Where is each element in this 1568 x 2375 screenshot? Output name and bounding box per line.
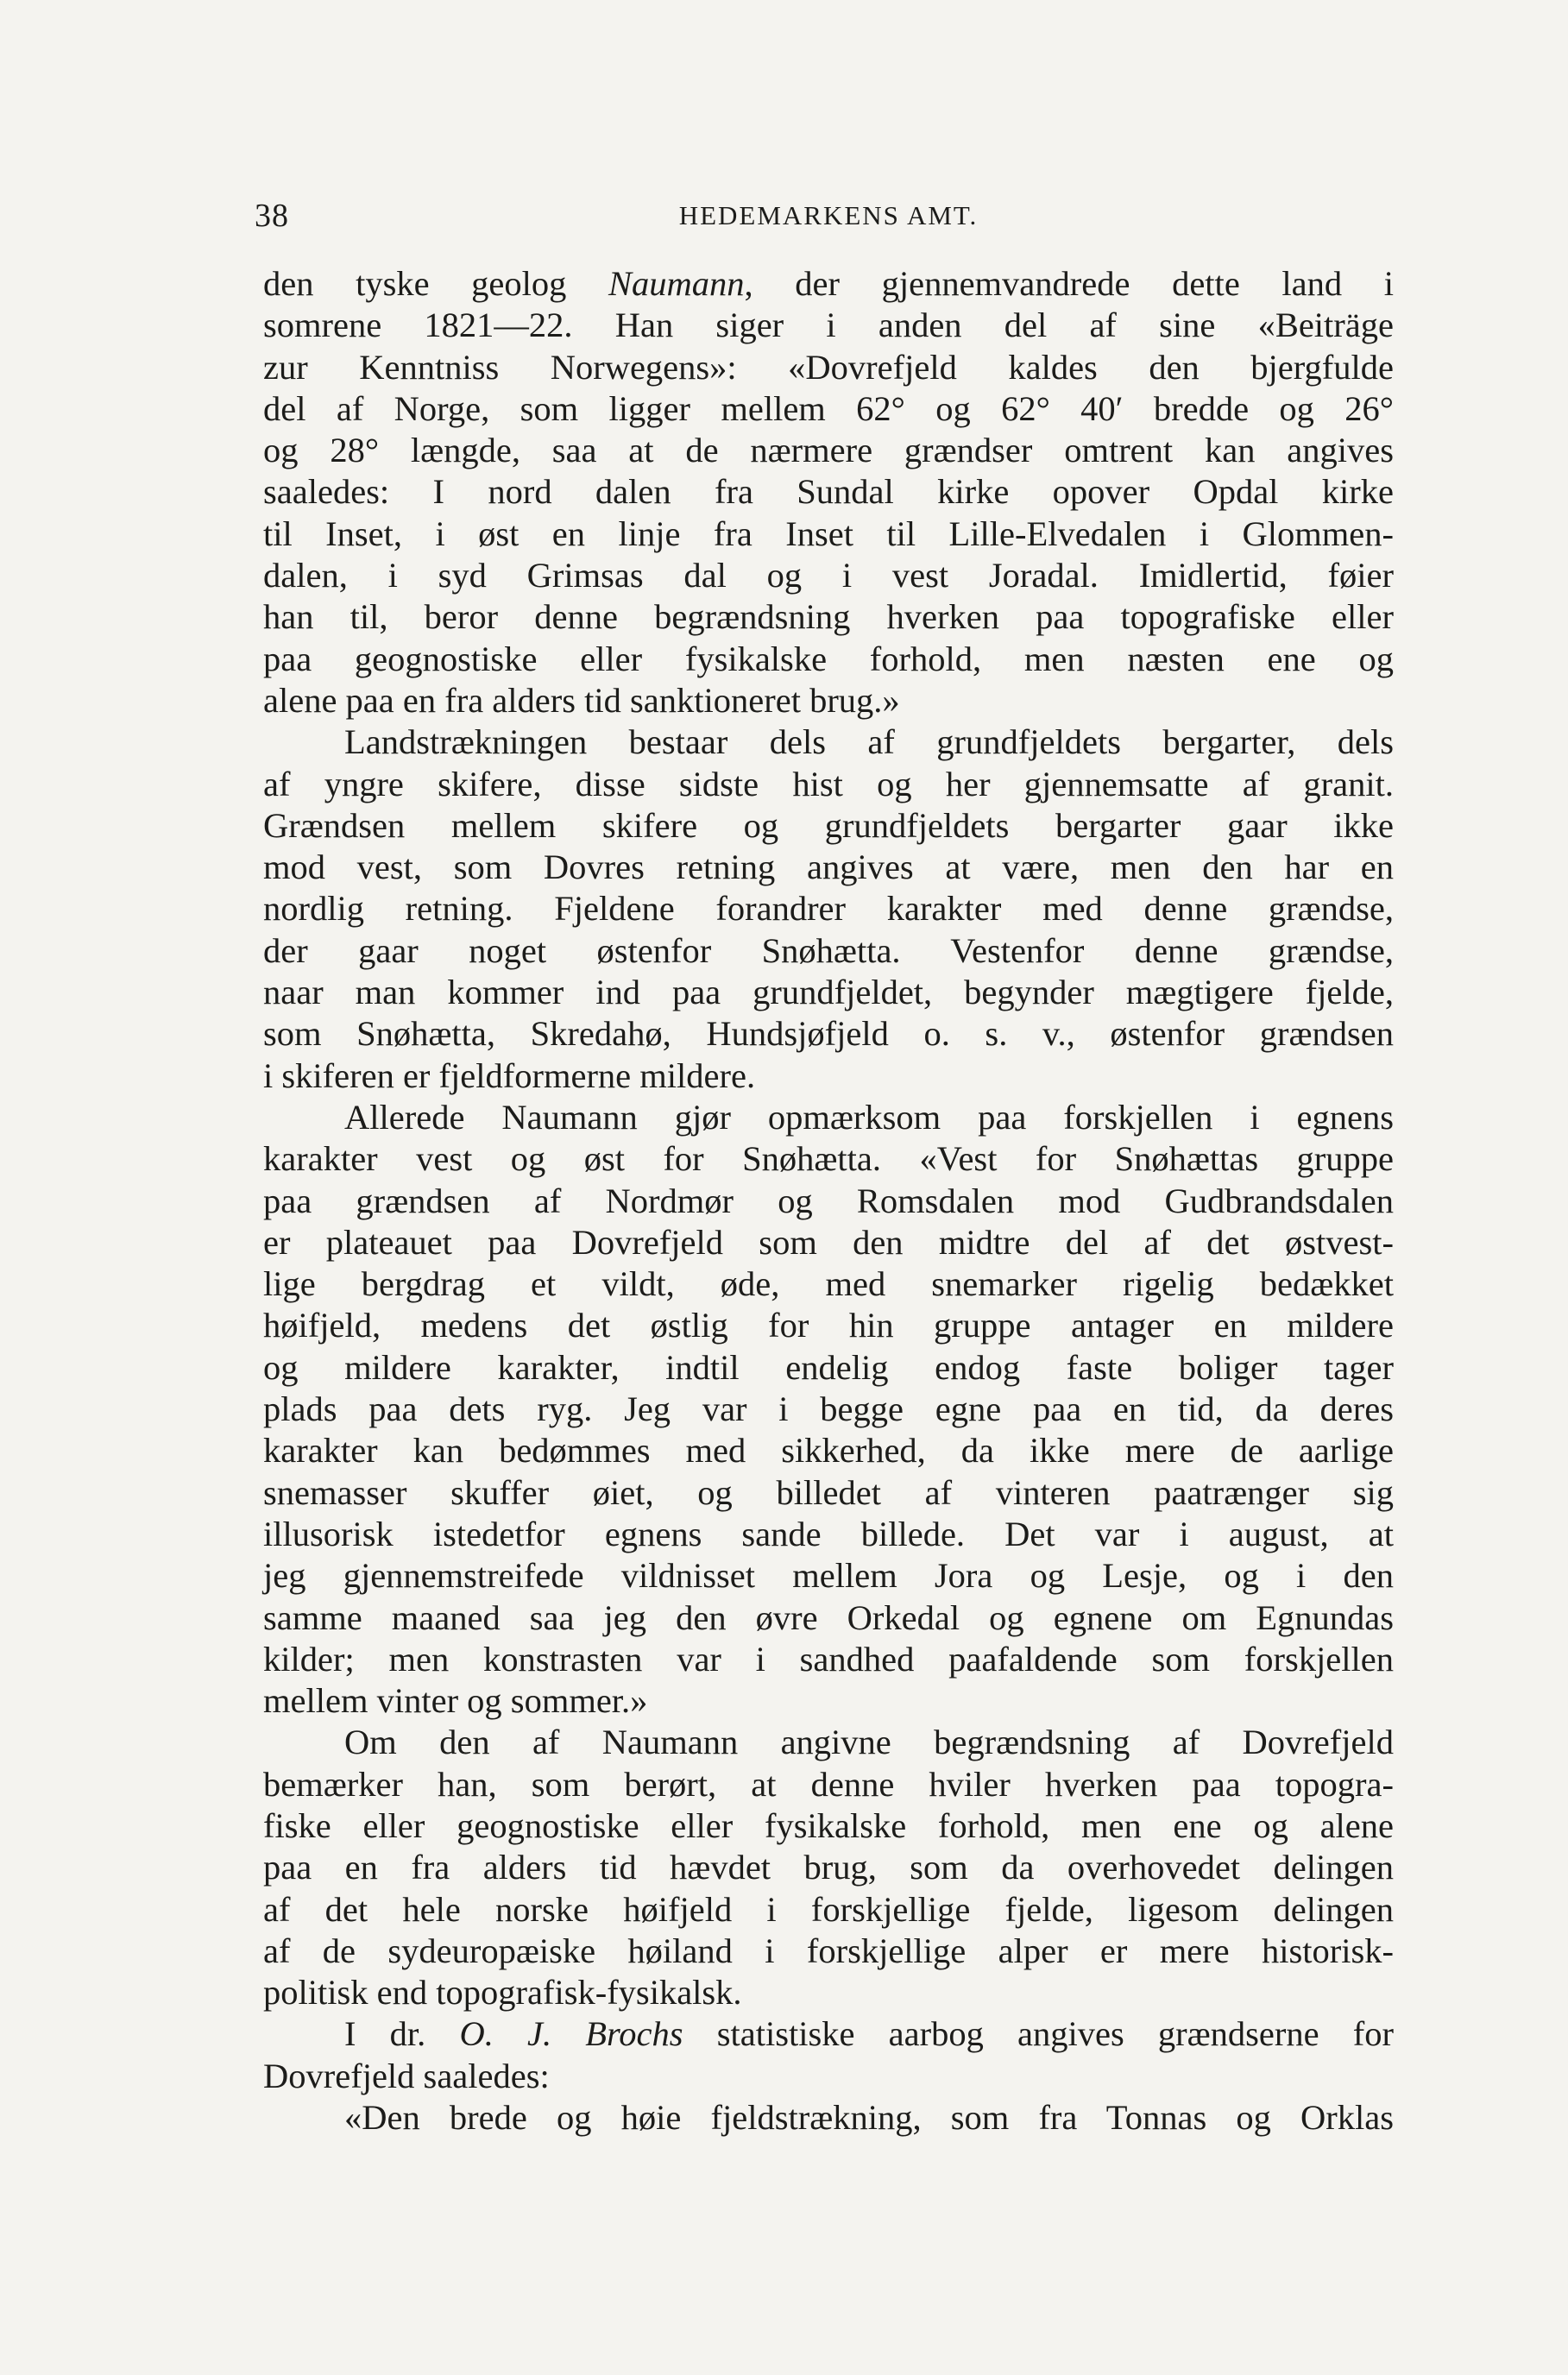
line-text: plads paa dets ryg. Jeg var i begge egne paa en tid, da deres: [263, 1389, 1394, 1429]
text-line: [263, 805, 1394, 847]
text-line: [263, 1514, 1394, 1555]
line-text: kilder; men konstrasten var i sandhed paafaldende som forskjellen: [263, 1639, 1394, 1679]
text-line: [263, 1305, 1394, 1346]
text-line: [263, 1555, 1394, 1597]
text-line: [263, 1722, 1394, 1763]
text-line: [263, 1889, 1394, 1931]
line-text: zur Kenntniss Norwegens»: «Dovrefjeld kaldes den bjergfulde: [263, 347, 1394, 387]
text-line: [263, 1639, 1394, 1680]
line-text: fiske eller geognostiske eller fysikalske forhold, men ene og alene: [263, 1805, 1394, 1845]
text-line: [263, 596, 1394, 638]
line-text: lige bergdrag et vildt, øde, med snemarker rigelig bedækket: [263, 1264, 1394, 1304]
line-text: og 28° længde, saa at de nærmere grændser omtrent kan angives: [263, 431, 1394, 470]
line-text: alene paa en fra alders tid sanktioneret brug.»: [263, 680, 900, 720]
text-line: [263, 1680, 1394, 1722]
line-text: jeg gjennemstreifede vildnisset mellem Jora og Lesje, og i den: [263, 1556, 1394, 1596]
line-text: Dovrefjeld saaledes:: [263, 2056, 550, 2095]
text-line: [263, 388, 1394, 430]
text-line: [263, 305, 1394, 346]
text-line: [263, 1972, 1394, 2013]
line-text: er plateauet paa Dovrefjeld som den midtre del af det østvest-: [263, 1222, 1394, 1262]
text-line: [263, 764, 1394, 805]
line-text: snemasser skuffer øiet, og billedet af vinteren paatrænger sig: [263, 1472, 1394, 1512]
line-text: af det hele norske høifjeld i forskjellige fjelde, ligesom delingen: [263, 1889, 1394, 1929]
text-line: [263, 1764, 1394, 1805]
text-line: [263, 972, 1394, 1013]
text-line: [263, 2097, 1394, 2139]
text-line: [263, 1389, 1394, 1430]
text-line: [263, 1097, 1394, 1138]
line-text: dalen, i syd Grimsas dal og i vest Joradal. Imidlertid, føier: [263, 556, 1394, 595]
text-line: [263, 555, 1394, 596]
text-line: [263, 888, 1394, 929]
text-line: [263, 639, 1394, 680]
line-text: mod vest, som Dovres retning angives at være, men den har en: [263, 847, 1394, 887]
text-line: [263, 1222, 1394, 1263]
text-line: [263, 1181, 1394, 1222]
text-line: [263, 2056, 1394, 2097]
page-header: [255, 197, 1402, 240]
body-text: [263, 263, 1394, 2139]
line-text: «Den brede og høie fjeldstrækning, som fra Tonnas og Orklas: [344, 2098, 1394, 2138]
line-text: af yngre skifere, disse sidste hist og her gjennemsatte af granit.: [263, 764, 1394, 803]
line-text: paa en fra alders tid hævdet brug, som da overhovedet delingen: [263, 1848, 1394, 1887]
text-line: [263, 1430, 1394, 1471]
line-text: del af Norge, som ligger mellem 62° og 62° 40′ bredde og 26°: [263, 388, 1394, 428]
line-text: paa geognostiske eller fysikalske forhold, men næsten ene og: [263, 639, 1394, 678]
text-line: [263, 847, 1394, 888]
line-text: høifjeld, medens det østlig for hin gruppe antager en mildere: [263, 1306, 1394, 1345]
line-text: der gaar noget østenfor Snøhætta. Vestenfor denne grændse,: [263, 930, 1394, 970]
line-text: i skiferen er fjeldformerne mildere.: [263, 1055, 756, 1095]
line-text: som Snøhætta, Skredahø, Hundsjøfjeld o. s. v., østenfor grændsen: [263, 1014, 1394, 1054]
text-line: [263, 1013, 1394, 1055]
line-text: saaledes: I nord dalen fra Sundal kirke opover Opdal kirke: [263, 472, 1394, 512]
line-text: til Inset, i øst en linje fra Inset til Lille-Elvedalen i Glommen-: [263, 513, 1394, 553]
line-text-rest: , der gjennemvandrede dette land i: [744, 264, 1394, 303]
text-line: [263, 347, 1394, 388]
text-line: [263, 430, 1394, 471]
text-line: [263, 1597, 1394, 1639]
text-line: [263, 930, 1394, 972]
line-text: af de sydeuropæiske høiland i forskjellige alper er mere historisk-: [263, 1931, 1394, 1970]
text-line: [263, 1055, 1394, 1097]
text-line: [263, 263, 1394, 305]
line-text: Landstrækningen bestaar dels af grundfjeldets bergarter, dels: [344, 722, 1394, 762]
line-text-rest: statistiske aarbog angives grændserne for: [683, 2014, 1394, 2054]
line-text: Allerede Naumann gjør opmærksom paa forskjellen i egnens: [344, 1097, 1394, 1137]
line-text: karakter vest og øst for Snøhætta. «Vest for Snøhættas gruppe: [263, 1139, 1394, 1179]
running-title: HEDEMARKENS AMT.: [678, 200, 979, 230]
line-text: og mildere karakter, indtil endelig endog faste boliger tager: [263, 1347, 1394, 1387]
italic-name: Naumann: [608, 264, 745, 303]
text-line: [263, 1847, 1394, 1888]
line-text: bemærker han, som berørt, at denne hviler hverken paa topogra-: [263, 1764, 1394, 1804]
line-text: den tyske geolog: [263, 264, 609, 303]
line-text: somrene 1821—22. Han siger i anden del af sine «Beiträge: [263, 306, 1394, 345]
text-line: [263, 2013, 1394, 2055]
text-line: [263, 1805, 1394, 1847]
line-text: politisk end topografisk-fysikalsk.: [263, 1973, 742, 2013]
line-text: naar man kommer ind paa grundfjeldet, begynder mægtigere fjelde,: [263, 973, 1394, 1012]
line-text: Grændsen mellem skifere og grundfjeldets bergarter gaar ikke: [263, 805, 1394, 845]
text-line: [263, 721, 1394, 763]
line-text: mellem vinter og sommer.»: [263, 1681, 648, 1721]
text-line: [263, 471, 1394, 513]
line-text: I dr.: [344, 2014, 460, 2054]
line-text: karakter kan bedømmes med sikkerhed, da ikke mere de aarlige: [263, 1431, 1394, 1471]
text-line: [263, 1472, 1394, 1514]
text-line: [263, 1138, 1394, 1180]
text-line: [263, 1347, 1394, 1389]
italic-name: O. J. Brochs: [459, 2014, 683, 2054]
text-line: [263, 680, 1394, 721]
line-text: paa grændsen af Nordmør og Romsdalen mod Gudbrandsdalen: [263, 1181, 1394, 1220]
line-text: nordlig retning. Fjeldene forandrer karakter med denne grændse,: [263, 889, 1394, 929]
line-text: illusorisk istedetfor egnens sande billede. Det var i august, at: [263, 1514, 1394, 1553]
line-text: han til, beror denne begrændsning hverken paa topografiske eller: [263, 597, 1394, 637]
text-line: [263, 1931, 1394, 1972]
page-number: 38: [255, 198, 289, 234]
text-line: [263, 1263, 1394, 1305]
line-text: samme maaned saa jeg den øvre Orkedal og egnene om Egnundas: [263, 1597, 1394, 1637]
line-text: Om den af Naumann angivne begrændsning af Dovrefjeld: [344, 1723, 1394, 1762]
text-line: [263, 513, 1394, 555]
